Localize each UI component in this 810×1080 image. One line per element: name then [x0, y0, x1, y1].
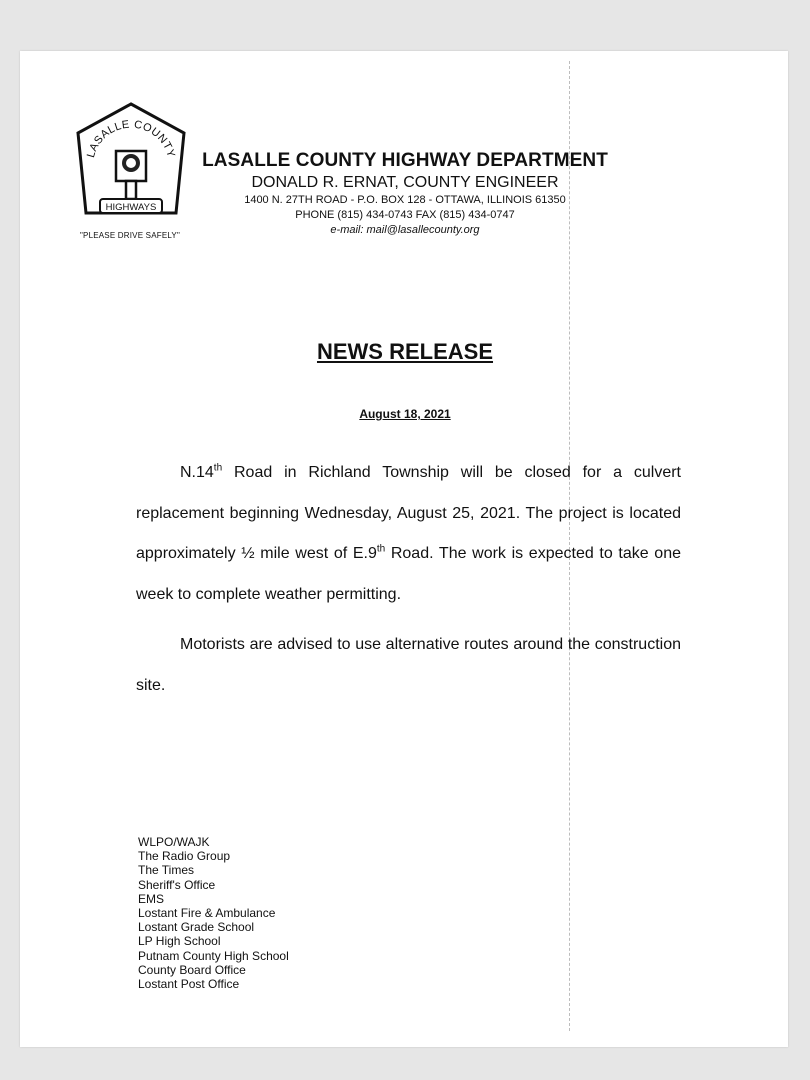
p1-text-end: Road. The work is expected to take one week to complete weather permitting. [136, 545, 682, 603]
paragraph-advisory [136, 625, 681, 706]
distribution-item: LP High School [138, 934, 221, 949]
email-address: e-mail: mail@lasallecounty.org [330, 224, 480, 236]
phone-fax: PHONE (815) 434-0743 FAX (815) 434-0747 [295, 209, 515, 221]
distribution-item: EMS [138, 891, 165, 906]
distribution-item: Lostant Fire & Ambulance [138, 906, 276, 921]
p2-text: Motorists are advised to use alternative routes around the construction site. [136, 636, 681, 694]
distribution-item: Lostant Post Office [138, 977, 240, 992]
county-logo [72, 101, 190, 223]
p1-text-start: N.14 [180, 464, 214, 481]
logo-motto: "PLEASE DRIVE SAFELY" [80, 231, 180, 240]
paragraph-closure [136, 453, 681, 615]
document-page [20, 51, 788, 1047]
department-name: LASALLE COUNTY HIGHWAY DEPARTMENT [202, 150, 608, 171]
county-seal-icon [72, 101, 190, 223]
logo-top-text: LASALLE COUNTY [84, 118, 178, 160]
release-title: NEWS RELEASE [316, 339, 494, 364]
distribution-item: The Times [138, 863, 195, 878]
distribution-item: Lostant Grade School [138, 920, 255, 935]
p1-superscript-1: th [213, 462, 223, 474]
distribution-item: County Board Office [138, 962, 246, 977]
distribution-item: The Radio Group [138, 849, 231, 864]
county-engineer: DONALD R. ERNAT, COUNTY ENGINEER [251, 174, 559, 191]
letterhead [180, 149, 630, 238]
distribution-list [138, 835, 289, 991]
release-date: August 18, 2021 [359, 407, 451, 421]
logo-bottom-text: HIGHWAYS [105, 202, 157, 213]
p1-text-middle: Road in Richland Township will be closed for a culvert replacement beginning Wednesday, August 25, 2021. The project is located approximately ½ mile west of E.9 [136, 464, 681, 562]
distribution-item: Putnam County High School [138, 948, 289, 963]
address: 1400 N. 27TH ROAD - P.O. BOX 128 - OTTAWA, ILLINOIS 61350 [244, 194, 566, 206]
distribution-item: WLPO/WAJK [138, 835, 210, 849]
p1-superscript-2: th [376, 543, 386, 555]
distribution-item: Sheriff's Office [138, 877, 216, 892]
